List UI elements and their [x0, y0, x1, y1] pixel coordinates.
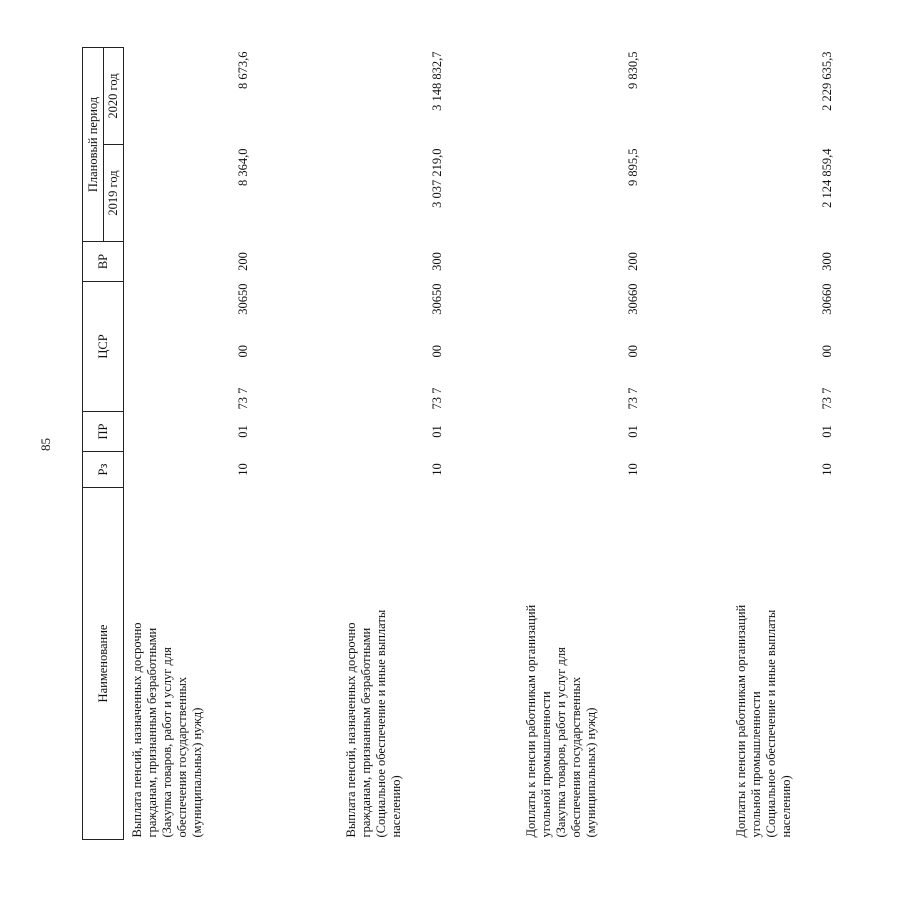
cell-rz: 10 — [236, 463, 250, 476]
name-line: угольной промышленности — [539, 691, 553, 838]
header-csr: ЦСР — [83, 282, 124, 412]
table-row — [124, 47, 339, 839]
cell-pr: 01 — [626, 425, 640, 438]
csr-part: 30660 — [626, 283, 640, 315]
name-line: Выплата пенсий, назначенных досрочно — [344, 622, 358, 838]
cell-name — [124, 488, 339, 840]
name-line: (муниципальных) нужд) — [584, 707, 598, 838]
csr-part: 73 7 — [820, 387, 834, 410]
cell-2019: 3 037 219,0 — [430, 148, 444, 208]
header-name: Наименование — [83, 488, 124, 840]
name-line: Выплата пенсий, назначенных досрочно — [130, 622, 144, 838]
cell-2019: 8 364,0 — [236, 148, 250, 186]
name-line: (Социальное обеспечение и иные выплаты — [764, 609, 778, 838]
rotated-page-content — [82, 48, 834, 840]
csr-part: 00 — [820, 344, 834, 358]
header-planned-period: Плановый период — [83, 47, 104, 241]
csr-part: 73 7 — [626, 387, 640, 410]
name-line: обеспечения государственных — [569, 676, 583, 838]
csr-part: 30650 — [236, 283, 250, 315]
cell-vr: 200 — [626, 252, 640, 271]
cell-2020: 3 148 832,7 — [430, 51, 444, 111]
cell-csr — [518, 282, 728, 412]
cell-pr: 01 — [820, 425, 834, 438]
csr-part: 00 — [626, 344, 640, 358]
name-line: населению) — [389, 775, 403, 838]
cell-csr — [124, 282, 339, 412]
name-line: угольной промышленности — [749, 691, 763, 838]
name-line: (Закупка товаров, работ и услуг для — [160, 647, 174, 838]
csr-part: 00 — [430, 344, 444, 358]
cell-rz: 10 — [820, 463, 834, 476]
header-year-2020: 2020 год — [104, 47, 124, 144]
csr-part: 73 7 — [236, 387, 250, 410]
cell-pr: 01 — [236, 425, 250, 438]
header-year-2019: 2019 год — [104, 145, 124, 242]
header-vr: ВР — [83, 242, 124, 282]
name-line: (Закупка товаров, работ и услуг для — [554, 647, 568, 838]
cell-2019: 9 895,5 — [626, 148, 640, 186]
cell-name — [728, 488, 908, 840]
table-row — [338, 47, 518, 839]
csr-part: 73 7 — [430, 387, 444, 410]
page-number: 85 — [38, 438, 53, 451]
name-line: (муниципальных) нужд) — [190, 707, 204, 838]
table-row — [518, 47, 728, 839]
csr-part: 30650 — [430, 283, 444, 315]
cell-pr: 01 — [430, 425, 444, 438]
cell-csr — [338, 282, 518, 412]
cell-2020: 9 830,5 — [626, 51, 640, 89]
table-row — [728, 47, 908, 839]
cell-rz: 10 — [430, 463, 444, 476]
csr-part: 30660 — [820, 283, 834, 315]
cell-vr: 200 — [236, 252, 250, 271]
csr-part: 00 — [236, 344, 250, 358]
name-line: Доплаты к пенсии работникам организаций — [734, 604, 748, 838]
cell-name — [338, 488, 518, 840]
name-line: гражданам, признанным безработными — [359, 627, 373, 838]
cell-2020: 2 229 635,3 — [820, 51, 834, 111]
name-line: гражданам, признанным безработными — [145, 627, 159, 838]
name-line: обеспечения государственных — [175, 676, 189, 838]
header-rz: Рз — [83, 452, 124, 488]
header-pr: ПР — [83, 412, 124, 452]
name-line: Доплаты к пенсии работникам организаций — [524, 604, 538, 838]
cell-rz: 10 — [626, 463, 640, 476]
cell-vr: 300 — [820, 252, 834, 271]
budget-table — [82, 47, 908, 840]
cell-vr: 300 — [430, 252, 444, 271]
cell-csr — [728, 282, 908, 412]
name-line: (Социальное обеспечение и иные выплаты — [374, 609, 388, 838]
cell-name — [518, 488, 728, 840]
cell-2019: 2 124 859,4 — [820, 148, 834, 208]
cell-2020: 8 673,6 — [236, 51, 250, 89]
name-line: населению) — [779, 775, 793, 838]
